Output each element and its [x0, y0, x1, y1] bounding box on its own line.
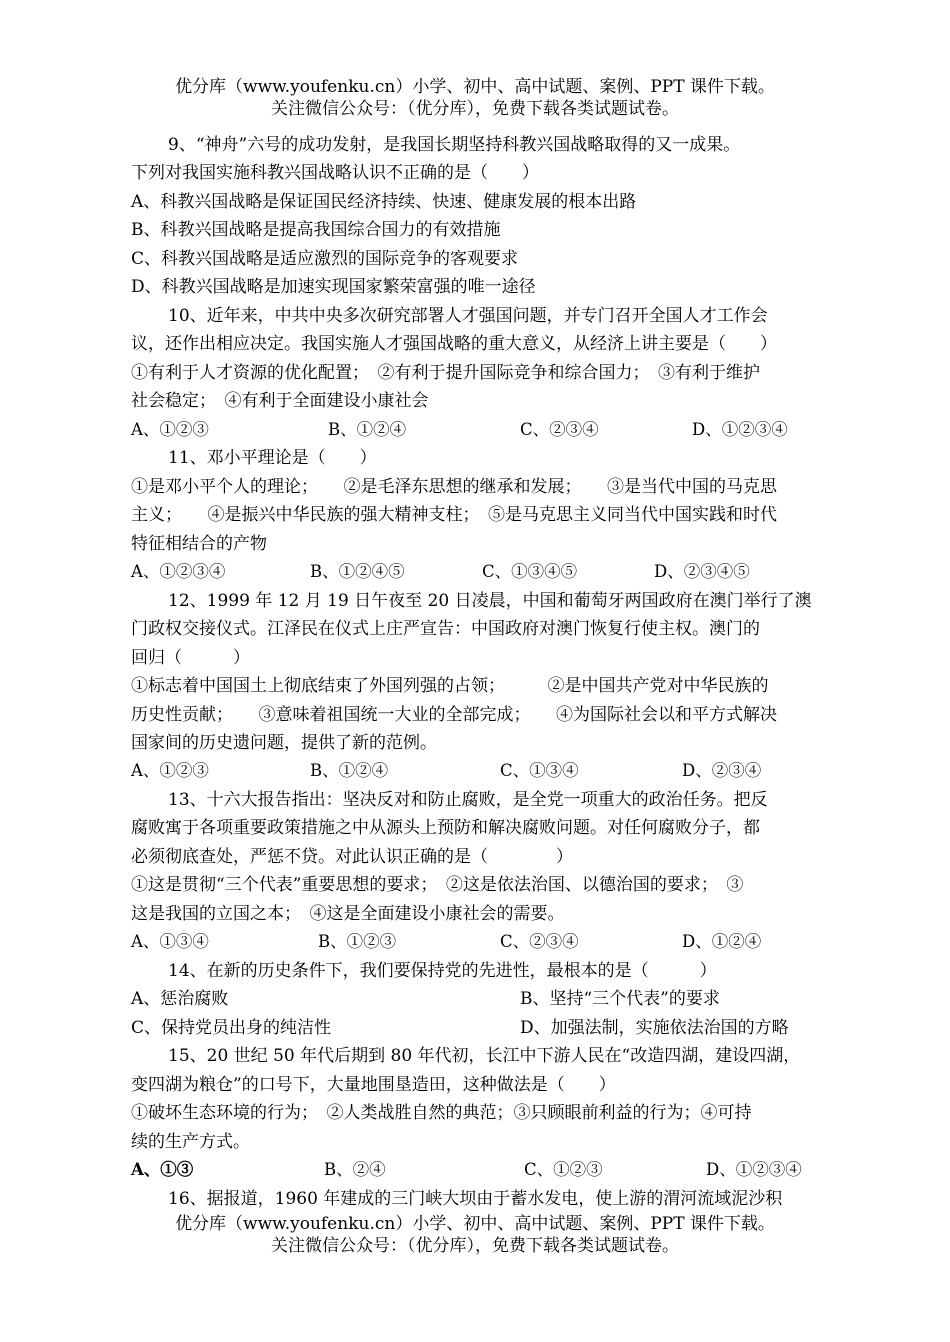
header-line-1: 优分库（www.youfenku.cn）小学、初中、高中试题、案例、PPT 课件下载。	[175, 77, 775, 97]
q15-items: ①破坏生态环境的行为； ②人类战胜自然的典范；③只顾眼前利益的行为；④可持	[131, 1103, 752, 1123]
q9-stem-cont: 下列对我国实施科教兴国战略认识不正确的是（ ）	[131, 163, 539, 183]
q9-option-a: A、科教兴国战略是保证国民经济持续、快速、健康发展的根本出路	[131, 192, 637, 212]
q11-option-a: A、①②③④	[131, 562, 226, 581]
q13-stem-cont-2: 必须彻底查处，严惩不贷。对此认识正确的是（ ）	[131, 847, 573, 867]
q13-option-c: C、②③④	[500, 932, 579, 951]
q13-stem: 13、十六大报告指出：坚决反对和防止腐败，是全党一项重大的政治任务。把反	[168, 790, 768, 810]
q10-items-cont: 社会稳定； ④有利于全面建设小康社会	[131, 391, 429, 411]
q13-items-cont: 这是我国的立国之本； ④这是全面建设小康社会的需要。	[131, 904, 565, 924]
q11-option-c: C、①③④⑤	[482, 562, 578, 581]
q12-option-d: D、②③④	[682, 761, 762, 780]
q15-option-b: B、②④	[324, 1160, 386, 1179]
q11-option-d: D、②③④⑤	[654, 562, 750, 581]
q10-stem-cont: 议，还作出相应决定。我国实施人才强国战略的重大意义，从经济上讲主要是（ ）	[131, 334, 777, 354]
q15-option-d: D、①②③④	[706, 1160, 802, 1179]
q12-items-cont-2: 国家间的历史遗问题，提供了新的范例。	[131, 733, 437, 753]
q12-stem-cont-2: 回归（ ）	[131, 648, 250, 668]
q12-items: ①标志着中国国土上彻底结束了外国列强的占领； ②是中国共产党对中华民族的	[131, 676, 769, 696]
q12-option-a: A、①②③	[131, 761, 209, 780]
q11-items-cont-2: 特征相结合的产物	[131, 534, 267, 554]
q11-stem: 11、邓小平理论是（ ）	[168, 448, 377, 468]
q10-stem: 10、近年来，中共中央多次研究部署人才强国问题，并专门召开全国人才工作会	[168, 306, 768, 326]
q14-option-d: D、加强法制，实施依法治国的方略	[520, 1018, 789, 1038]
q13-option-a: A、①③④	[131, 932, 209, 951]
q10-option-b: B、①②④	[328, 420, 407, 439]
q10-option-c: C、②③④	[520, 420, 599, 439]
q12-stem-cont: 门政权交接仪式。江泽民在仪式上庄严宣告：中国政府对澳门恢复行使主权。澳门的	[131, 619, 760, 639]
q9-option-b: B、科教兴国战略是提高我国综合国力的有效措施	[131, 220, 501, 240]
q15-option-a: A、①③	[131, 1160, 194, 1179]
footer-line-2: 关注微信公众号：（优分库），免费下载各类试题试卷。	[271, 1236, 679, 1256]
q14-option-b: B、坚持“三个代表”的要求	[520, 989, 720, 1009]
q15-items-cont: 续的生产方式。	[131, 1132, 250, 1152]
header-line-2: 关注微信公众号：（优分库），免费下载各类试题试卷。	[271, 99, 679, 119]
q10-option-a: A、①②③	[131, 420, 209, 439]
q10-items: ①有利于人才资源的优化配置； ②有利于提升国际竞争和综合国力； ③有利于维护	[131, 363, 760, 383]
q12-option-c: C、①③④	[500, 761, 579, 780]
q15-stem-cont: 变四湖为粮仓”的口号下，大量地围垦造田，这种做法是（ ）	[131, 1075, 616, 1095]
q11-option-b: B、①②④⑤	[310, 562, 405, 581]
q9-stem: 9、“神舟”六号的成功发射，是我国长期坚持科教兴国战略取得的又一成果。	[168, 135, 741, 155]
q15-stem: 15、20 世纪 50 年代后期到 80 年代初，长江中下游人民在“改造四湖，建设四湖，	[168, 1046, 801, 1066]
q13-option-d: D、①②④	[682, 932, 762, 951]
q14-option-c: C、保持党员出身的纯洁性	[131, 1018, 332, 1038]
q9-option-c: C、科教兴国战略是适应激烈的国际竞争的客观要求	[131, 249, 519, 269]
q13-items: ①这是贯彻“三个代表”重要思想的要求； ②这是依法治国、以德治国的要求； ③	[131, 875, 744, 895]
q12-stem: 12、1999 年 12 月 19 日午夜至 20 日凌晨，中国和葡萄牙两国政府在澳门举行了澳	[168, 591, 812, 611]
q15-option-c: C、①②③	[524, 1160, 603, 1179]
q11-items-cont: 主义； ④是振兴中华民族的强大精神支柱； ⑤是马克思主义同当代中国实践和时代	[131, 505, 777, 525]
q13-option-b: B、①②③	[318, 932, 397, 951]
q14-option-a: A、惩治腐败	[131, 989, 229, 1009]
q9-option-d: D、科教兴国战略是加速实现国家繁荣富强的唯一途径	[131, 277, 536, 297]
q12-items-cont: 历史性贡献； ③意味着祖国统一大业的全部完成； ④为国际社会以和平方式解决	[131, 705, 777, 725]
q16-stem: 16、据报道，1960 年建成的三门峡大坝由于蓄水发电，使上游的渭河流域泥沙积	[168, 1189, 783, 1209]
footer-line-1: 优分库（www.youfenku.cn）小学、初中、高中试题、案例、PPT 课件下载。	[175, 1214, 775, 1234]
q13-stem-cont: 腐败寓于各项重要政策措施之中从源头上预防和解决腐败问题。对任何腐败分子，都	[131, 818, 760, 838]
q10-option-d: D、①②③④	[692, 420, 788, 439]
q12-option-b: B、①②④	[310, 761, 389, 780]
q11-items: ①是邓小平个人的理论； ②是毛泽东思想的继承和发展； ③是当代中国的马克思	[131, 477, 777, 497]
q14-stem: 14、在新的历史条件下，我们要保持党的先进性，最根本的是（ ）	[168, 961, 717, 981]
